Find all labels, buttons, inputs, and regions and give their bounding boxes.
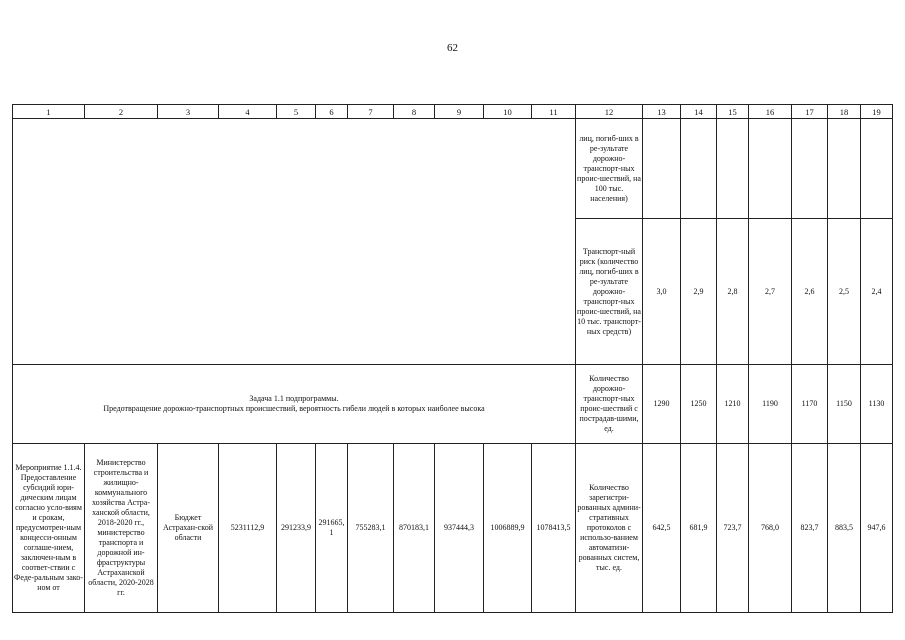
col-header: 4 [219,105,277,119]
task-title-cell [13,365,576,444]
col-header: 11 [532,105,576,119]
col-header: 18 [828,105,861,119]
table-row-continuation [13,119,893,219]
amount-cell: 1006889,9 [484,444,532,613]
amount-cell: 291233,9 [277,444,316,613]
empty-merged-cell [13,119,576,365]
program-table [12,104,893,613]
value-cell: 2,9 [681,219,717,365]
value-cell: 947,6 [861,444,893,613]
amount-cell: 870183,1 [394,444,435,613]
indicator-cell: лиц, погиб-ших в ре-зультате дорожно-транспорт-ных проис-шествий, на 100 тыс. населения) [576,119,643,219]
col-header: 15 [717,105,749,119]
value-cell: 1170 [792,365,828,444]
value-cell: 2,4 [861,219,893,365]
col-header: 5 [277,105,316,119]
col-header: 19 [861,105,893,119]
value-cell: 1150 [828,365,861,444]
amount-cell: 755283,1 [348,444,394,613]
value-cell [643,119,681,219]
value-cell [749,119,792,219]
value-cell [828,119,861,219]
table-row-task [13,365,893,444]
measure-cell: Мероприятие 1.1.4. Предоставление субсидий юри-дическим лицам согласно усло-виям и срокам, предусмотрен-ным концесси-онным соглаше-нием, заключен-ным в соответ-ствии с Феде-ральным зако-ном от [13,444,85,613]
header-row [13,105,893,119]
col-header: 6 [316,105,348,119]
col-header: 7 [348,105,394,119]
value-cell [717,119,749,219]
value-cell [681,119,717,219]
value-cell: 2,6 [792,219,828,365]
col-header: 14 [681,105,717,119]
col-header: 9 [435,105,484,119]
value-cell: 823,7 [792,444,828,613]
col-header: 16 [749,105,792,119]
value-cell: 3,0 [643,219,681,365]
col-header: 2 [85,105,158,119]
col-header: 1 [13,105,85,119]
value-cell: 1130 [861,365,893,444]
indicator-cell: Количество дорожно-транспорт-ных проис-шествий с пострадав-шими, ед. [576,365,643,444]
amount-cell: 1078413,5 [532,444,576,613]
amount-cell: 937444,3 [435,444,484,613]
indicator-cell: Количество зарегистри-рованных админи-стративных протоколов с использо-ванием автоматизи-рованных систем, тыс. ед. [576,444,643,613]
value-cell [792,119,828,219]
task-title-line2: Предотвращение дорожно-транспортных происшествий, вероятность гибели людей в которых наиболее высока [103,404,485,413]
value-cell: 768,0 [749,444,792,613]
col-header: 13 [643,105,681,119]
col-header: 3 [158,105,219,119]
page-number: 62 [447,42,458,54]
source-cell: Бюджет Астрахан-ской области [158,444,219,613]
indicator-cell: Транспорт-ный риск (количество лиц, погиб-ших в ре-зультате дорожно-транспорт-ных проис-шествий, на 10 тыс. транспорт-ных средств) [576,219,643,365]
col-header: 12 [576,105,643,119]
value-cell [861,119,893,219]
col-header: 10 [484,105,532,119]
value-cell: 1190 [749,365,792,444]
task-title-line1: Задача 1.1 подпрограммы. [249,394,339,403]
value-cell: 1250 [681,365,717,444]
value-cell: 2,5 [828,219,861,365]
col-header: 8 [394,105,435,119]
value-cell: 1210 [717,365,749,444]
executor-cell: Министерство строительства и жилищно-коммунального хозяйства Астра-ханской области, 2018-2020 гг., министерство транспорта и дорожной ин-фраструктуры Астраханской области, 2020-2028 гг. [85,444,158,613]
value-cell: 642,5 [643,444,681,613]
amount-cell: 5231112,9 [219,444,277,613]
value-cell: 681,9 [681,444,717,613]
value-cell: 883,5 [828,444,861,613]
value-cell: 1290 [643,365,681,444]
value-cell: 2,7 [749,219,792,365]
amount-cell: 291665,1 [316,444,348,613]
value-cell: 2,8 [717,219,749,365]
col-header: 17 [792,105,828,119]
value-cell: 723,7 [717,444,749,613]
table-row-measure [13,444,893,613]
